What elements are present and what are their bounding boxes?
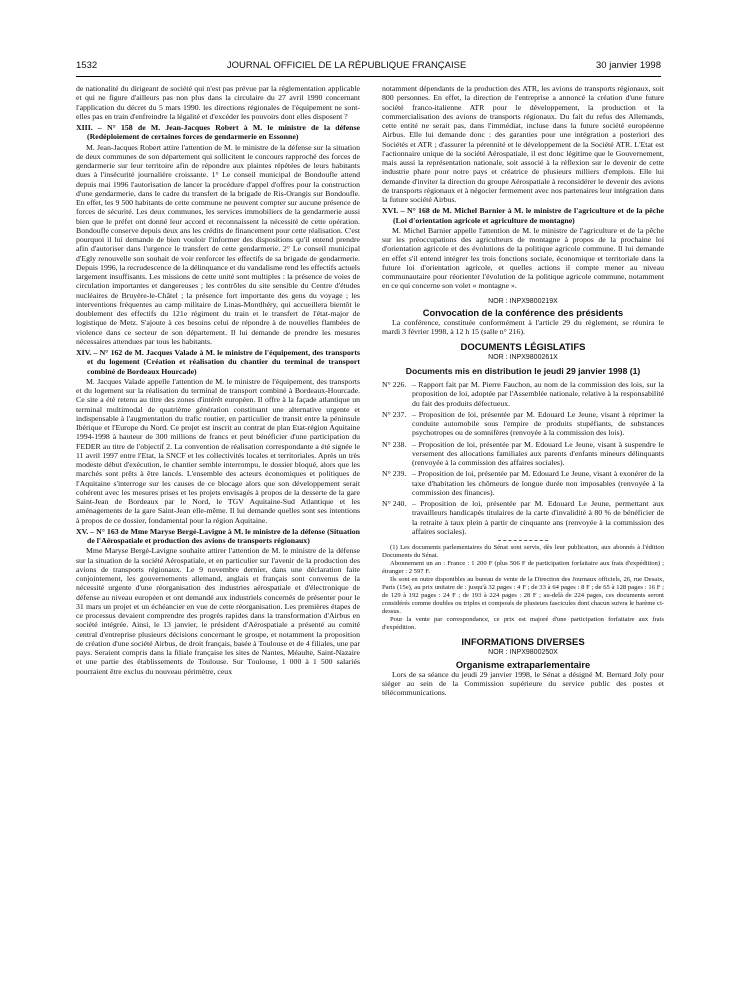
- list-item: [382, 380, 664, 408]
- document-number: N° 240.: [382, 499, 407, 508]
- documents-legislatifs-heading: DOCUMENTS LÉGISLATIFS: [460, 341, 586, 353]
- right-column: [382, 84, 664, 698]
- question-158-title: XIII. – N° 158 de M. Jean-Jacques Robert à M. le ministre de la défense (Redéploiement de certaines forces de gendarmerie en Essonne): [76, 123, 360, 142]
- question-168-title: XVI. – N° 168 de M. Michel Barnier à M. le ministre de l'agriculture et de la pêche (Loi d'orientation agricole et agriculture de montagne): [382, 206, 664, 225]
- documents-list: [382, 380, 664, 536]
- footnote-divider: [498, 540, 548, 541]
- intro-paragraph: de nationalité du dirigeant de société qui n'est pas prévue par la réglementation applicable et qui ne figure d'ailleurs pas non plus dans la circulaire du 27 avril 1990 concernant l'application du décret du 5 mars 1990. les directions régionales de l'équipement ne sont-elles pas en train d'enfreindre la légalité et d'excéder les pouvoirs dont elles disposent ?: [76, 84, 360, 121]
- footnote-paragraph: Abonnement un an : France : 1 200 F (plus 506 F de participation forfaitaire aux frais d'expédition) ; étranger : 2 597 F.: [382, 560, 664, 575]
- list-item: [382, 499, 664, 536]
- question-158-text: M. Jean-Jacques Robert attire l'attention de M. le ministre de la défense sur la situation de deux communes de son département qui sollicitent le concours rapproché des forces de gendarmerie sur leur territoire afin de répondre aux plaintes répétées de leurs habitants dues à l'insécurité journalière croissante. 1° Le conseil municipal de Bondoufle attend depuis mai 1996 l'autorisation de lancer la procédure d'appel d'offres pour la construction d'une gendarmerie, dans le cadre du transfert de la brigade de Ris-Orangis sur Bondoufle. En effet, les 9 500 habitants de cette commune ne peuvent compter sur aucune présence de forces de sécurité. Les deux communes, les services immobiliers de la gendarmerie aussi bien que le préfet ont donné leur accord et reconnaissent la nécessité de cette opération. Bondoufle conserve depuis deux ans les crédits de financement pour cette réalisation. C'est pourquoi il lui demande de bien vouloir l'informer des dispositions qu'il entend prendre afin d'autoriser dans l'urgence le transfert de cette gendarmerie. 2° Le conseil municipal d'Egly renouvelle son souhait de voir renforcer les effectifs de sa brigade de gendarmerie. Depuis 1996, la recrudescence de la délinquance et du vandalisme rend les effectifs actuels largement insuffisants. Les missions de cette unité sont multiples : la présence de voies de circulation importantes et dangereuses ; les contrôles du site sensible du Centre d'études nucléaires de Bruyère-le-Châtel ; la présence fort importante des gens du voyage ; les interventions fréquentes au camp militaire de Linas-Montlhéry, qui accueillera bientôt le doublement des effectifs du 121e régiment du train et le transfert de l'état-major de logistique de Metz. S'ajoute à ces besoins celui de répondre à de nouvelles flambées de violence dans ce secteur de son département. Il lui demande de prendre les mesures nécessaires attendues par tous les habitants.: [76, 142, 360, 346]
- document-number: N° 237.: [382, 409, 407, 419]
- nor-reference: NOR : INPX9800250X: [488, 649, 558, 657]
- document-number: N° 239.: [382, 469, 407, 479]
- documents-distribution-heading: Documents mis en distribution le jeudi 29 janvier 1998 (1): [405, 366, 641, 376]
- question-163-continuation: notamment dépendants de la production des ATR, les avions de transports régionaux, soit 800 personnes. En effet, la direction de l'entreprise a annoncé la création d'une future société franco-italienne ATR pour le développement, la production et la commercialisation des avions de transports régionaux. Du fait du refus des Allemands, cette entité ne serait pas, dans l'immédiat, incluse dans la future société européenne Airbus. Elle lui demande donc : des garanties pour une intégration a posteriori des Sociétés et ATR ; d'assurer la pérennité et le développement de la Société ATR. L'Etat est l'actionnaire unique de la société Aérospatiale, il est donc légitime que le Gouvernement, mais aussi la représentation nationale, soit associé à la réflexion sur le devenir de cette industrie phare pour notre pays et créatrice de plusieurs milliers d'emplois. Elle lui demande d'inviter la direction du groupe Aérospatiale à reconsidérer le devenir des avions de transports régionaux et à négocier fermement avec nos partenaires leur intégration dans la future société Airbus.: [382, 84, 664, 204]
- footnote-paragraph: (1) Les documents parlementaires du Sénat sont servis, dès leur publication, aux abonnés à l'édition Documents du Sénat.: [382, 544, 664, 559]
- document-number: N° 238.: [382, 439, 407, 449]
- question-163-text: Mme Maryse Bergé-Lavigne souhaite attirer l'attention de M. le ministre de la défense sur la situation de la société Aérospatiale, et en particulier sur l'avenir de la production des avions de transports régionaux. Le 9 novembre dernier, dans une déclaration faite conjointement, les gouvernements allemand, anglais et français sont convenus de la nécessité urgente d'une réorganisation des industries aérospatiale et d'électronique de défense au niveau européen et ont demandé aux industriels concernés de présenter pour le 31 mars un projet et un échéancier en vue de cette réorganisation. Les premières étapes de ce processus devaient comprendre des progrès rapides dans la transformation d'Airbus en société intégrée. Ainsi, le 13 janvier, le président d'Aérospatiale a présenté au comité central d'entreprise plusieurs décisions concernant le groupe, et notamment la proposition de création d'une société Airbus, de droit français, basée à Toulouse et de 4 filiales, une par pays. Seraient compris dans la filiale française les sites de Nantes, Méaulte, Saint-Nazaire et une partie des établissements de Toulouse. Sur Toulouse, 1 000 à 1 500 salariés pourraient être exclus du nouveau périmètre, ceux: [76, 546, 360, 676]
- question-163-title: XV. – N° 163 de Mme Maryse Bergé-Lavigne à M. le ministre de la défense (Situation de l'Aérospatiale et production des avions de transports régionaux): [76, 526, 360, 545]
- nor-reference: NOR : INPX9800261X: [488, 353, 558, 361]
- question-162-text: M. Jacques Valade appelle l'attention de M. le ministre de l'équipement, des transports et du logement sur la réalisation du terminal de transport combiné à Bordeaux-Hourcade. Ce site a été retenu au titre des zones d'intérêt européen. Il offre à la façade atlantique un terminal multimodal de quatrième génération constituant une alternative urgente et indispensable à l'augmentation du trafic routier, en particulier de transit entre la péninsule Ibérique et l'Europe du Nord. Ce projet est inscrit au contrat de plan Etat-région Aquitaine 1994-1998 à hauteur de 300 millions de francs et peut bénéficier d'une participation du FEDER au titre de l'objectif 2. La convention de réalisation correspondante a été signée le 11 avril 1997 entre l'Etat, la SNCF et les collectivités locales et territoriales. Après un très modeste début d'exécution, le chantier semble interrompu, le dossier bloqué, alors que les marchés sont prêts à être lancés. L'ensemble des acteurs économiques et politiques de l'Aquitaine s'interroge sur les causes de ce blocage alors que son développement serait cohérent avec les mesures prises et les projets envisagés à propos de la desserte de la gare Saint-Jean de Bordeaux par le Nord, le TGV Aquitaine-Sud Atlantique et les aménagements de la gare Saint-Jean elle-même. Il lui demande quelles sont ses intentions à propos de ce dossier, fondamental pour la région Aquitaine.: [76, 376, 360, 525]
- document-description: – Rapport fait par M. Pierre Fauchon, au nom de la commission des lois, sur la proposition de loi, adoptée par l'Assemblée nationale, relative à la responsabilité du fait des produits défectueux.: [412, 380, 664, 408]
- document-description: – Proposition de loi, présentée par M. Edouard Le Jeune, visant à suspendre le versement des allocations familiales aux parents d'enfants mineurs délinquants (renvoyée à la commission des affaires sociales).: [412, 439, 664, 467]
- list-item: [382, 469, 664, 497]
- document-description: – Proposition de loi, présentée par M. Edouard Le Jeune, permettant aux travailleurs handicapés titulaires de la carte d'invalidité à 80 % de bénéficier de la retraite à taux plein à partir de cinquante ans (renvoyée à la commission des affaires sociales).: [412, 499, 664, 536]
- footnote: [382, 544, 664, 632]
- header-rule: [76, 76, 661, 77]
- page-number: 1532: [76, 60, 98, 71]
- document-number: N° 226.: [382, 380, 407, 389]
- question-168-text: M. Michel Barnier appelle l'attention de M. le ministre de l'agriculture et de la pêche sur les préoccupations des agriculteurs de montagne à propos de la prochaine loi d'orientation agricole et des évolutions de la politique agricole commune. Il lui demande en effet s'il entend intégrer les trois fonctions sociale, économique et territoriale dans la future loi d'orientation agricole, et quelles actions il compte mener au niveau communautaire pour réorienter l'évolution de la politique agricole commune, notamment en ce qui concerne son volet « montagne ».: [382, 225, 664, 291]
- journal-title: JOURNAL OFFICIEL DE LA RÉPUBLIQUE FRANÇAISE: [226, 60, 467, 71]
- footnote-paragraph: Pour la vente par correspondance, ce prix est majoré d'une participation forfaitaire aux frais d'expédition.: [382, 616, 664, 631]
- page-header: [76, 60, 661, 74]
- list-item: [382, 440, 664, 468]
- document-description: – Proposition de loi, présentée par M. Edouard Le Jeune, visant à réprimer la conduite automobile sous l'empire de produits stupéfiants, de substances psychotropes ou de somnifères (renvoyée à la commission des lois).: [412, 409, 664, 438]
- convocation-text: La conférence, constituée conformément à l'article 29 du règlement, se réunira le mardi 3 février 1998, à 12 h 15 (salle n° 216).: [382, 318, 664, 337]
- convocation-heading: Convocation de la conférence des présidents: [422, 307, 624, 318]
- footnote-paragraph: Ils sont en outre disponibles au bureau de vente de la Direction des Journaux officiels, 26, rue Desaix, Paris (15e), au prix unitaire de : jusqu'à 32 pages : 4 F ; de 33 à 64 pages : 8 F ; de 65 à 128 pages : 16 F ; de 129 à 192 pages : 24 F ; de 193 à 224 pages : 28 F ; au-delà de 224 pages, ces documents seront considérés comme doubles ou triples et composés de plusieurs fascicules dont chacun suivra le barème ci-dessus.: [382, 576, 664, 615]
- organisme-heading: Organisme extraparlementaire: [455, 659, 591, 670]
- organisme-text: Lors de sa séance du jeudi 29 janvier 1998, le Sénat a désigné M. Bernard Joly pour siéger au sein de la Commission supérieure du service public des postes et télécommunications.: [382, 669, 664, 698]
- question-162-title: XIV. – N° 162 de M. Jacques Valade à M. le ministre de l'équipement, des transports et du logement (Création et réalisation du chantier du terminal de transport combiné de Bordeaux Hourcade): [76, 348, 360, 376]
- document-description: – Proposition de loi, présentée par M. Edouard Le Jeune, visant à exonérer de la taxe d'habitation les chômeurs de longue durée non imposables (renvoyée à la commission des finances).: [412, 469, 664, 497]
- left-column: [76, 84, 360, 676]
- nor-reference: NOR : INPX9800219X: [488, 297, 558, 305]
- list-item: [382, 410, 664, 438]
- informations-diverses-heading: INFORMATIONS DIVERSES: [461, 637, 585, 648]
- issue-date: 30 janvier 1998: [596, 60, 661, 71]
